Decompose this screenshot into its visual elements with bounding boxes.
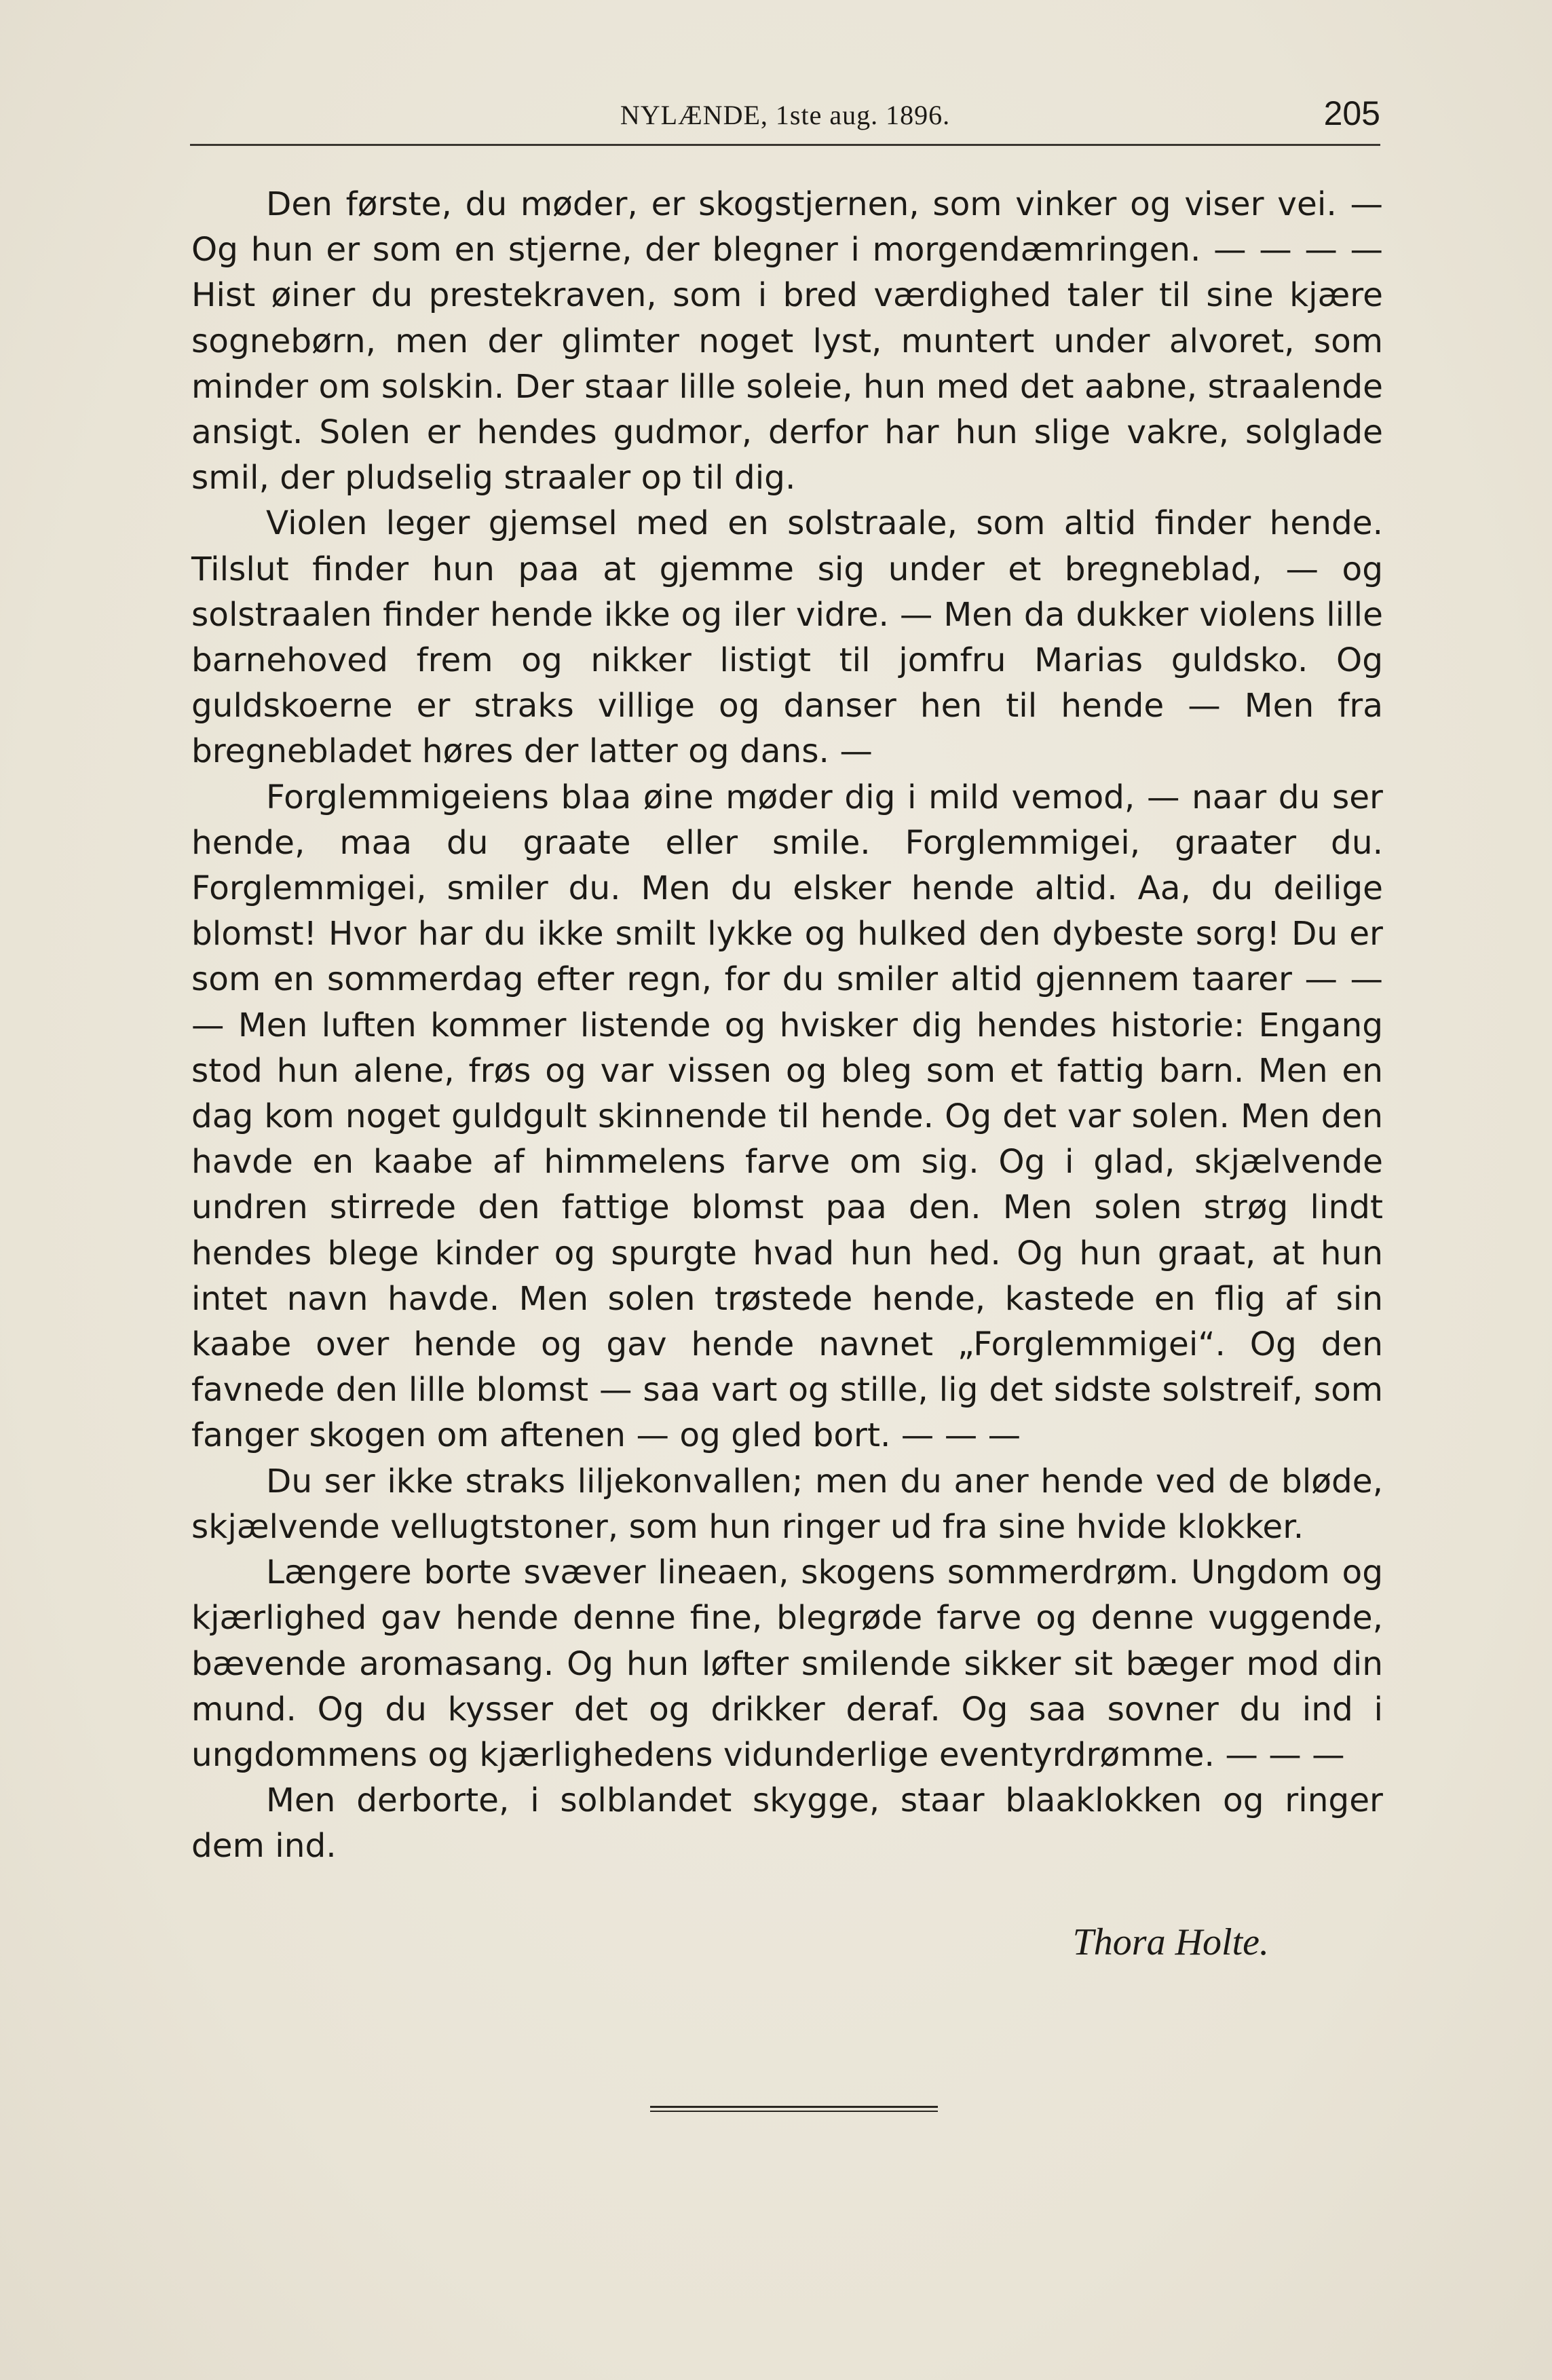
running-head: NYLÆNDE, 1ste aug. 1896. [620, 100, 951, 130]
paragraph: Længere borte svæver lineaen, skogens sommerdrøm. Ungdom og kjærlighed gav hende denne fine, blegrøde farve og denne vuggende, bævende aromasang. Og hun løfter smilende sikker sit bæger mod din mund. Og du kysser det og drikker deraf. Og saa sovner du ind i ungdommens og kjærlighedens vidunderlige eventyrdrømme. — — — [191, 1553, 1383, 1774]
paragraph: Men derborte, i solblandet skygge, staar blaaklokken og ringer dem ind. [191, 1781, 1383, 1866]
paragraph: Den første, du møder, er skogstjernen, som vinker og viser vei. — Og hun er som en stjerne, der blegner i morgendæmringen. — — — — Hist øiner du prestekraven, som i bred værdighed taler til sine kjære sognebørn, men der glimter noget lyst, muntert under alvoret, som minder om solskin. Der staar lille soleie, hun med det aabne, straalende ansigt. Solen er hendes gudmor, derfor har hun slige vakre, solglade smil, der pludselig straaler op til dig. [191, 185, 1383, 497]
author-signature: Thora Holte. [1072, 1921, 1269, 1963]
paragraph: Violen leger gjemsel med en solstraale, som altid finder hende. Tilslut finder hun paa at gjemme sig under et bregneblad, — og solstraalen finder hende ikke og iler vidre. — Men da dukker violens lille barnehoved frem og nikker listigt til jomfru Marias guldsko. Og guldskoerne er straks villige og danser hen til hende — Men fra bregnebladet høres der latter og dans. — [191, 504, 1383, 771]
paragraph: Forglemmigeiens blaa øine møder dig i mild vemod, — naar du ser hende, maa du graate eller smile. Forglemmigei, graater du. Forglemmigei, smiler du. Men du elsker hende altid. Aa, du deilige blomst! Hvor har du ikke smilt lykke og hulked den dybeste sorg! Du er som en sommerdag efter regn, for du smiler altid gjennem taarer — — — Men luften kommer listende og hvisker dig hendes historie: Engang stod hun alene, frøs og var vissen og bleg som et fattig barn. Men en dag kom noget guldgult skinnende til hende. Og det var solen. Men den havde en kaabe af himmelens farve om sig. Og i glad, skjælvende undren stirrede den fattige blomst paa den. Men solen strøg lindt hendes blege kinder og spurgte hvad hun hed. Og hun graat, at hun intet navn havde. Men solen trøstede hende, kastede en flig af sin kaabe over hende og gav hende navnet „Forglemmigei“. Og den favnede den lille blomst — saa vart og stille, lig det sidste solstreif, som fanger skogen om aftenen — og gled bort. — — — [191, 778, 1383, 1455]
page-header [190, 94, 1380, 141]
article-body [191, 182, 1383, 1870]
end-ornament-rule [650, 2106, 938, 2113]
page-number: 205 [1323, 94, 1380, 132]
header-rule [190, 144, 1380, 146]
paragraph: Du ser ikke straks liljekonvallen; men du aner hende ved de bløde, skjælvende vellugtstoner, som hun ringer ud fra sine hvide klokker. [191, 1462, 1383, 1546]
